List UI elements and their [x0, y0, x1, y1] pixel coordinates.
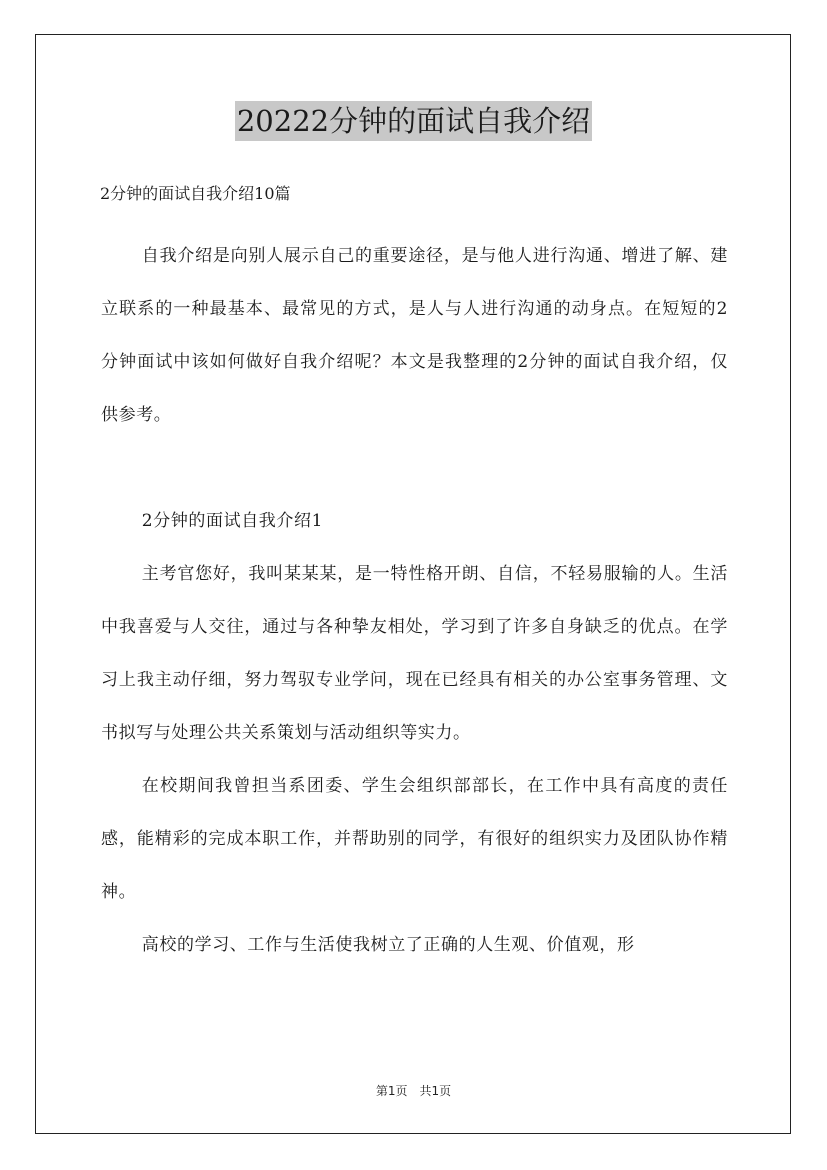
- body-paragraph-1: 主考官您好，我叫某某某，是一特性格开朗、自信，不轻易服输的人。生活中我喜爱与人交往，通过与各种挚友相处，学习到了许多自身缺乏的优点。在学习上我主动仔细，努力驾驭专业学问，现在已经具有相关的办公室事务管理、文书拟写与处理公共关系策划与活动组织等实力。: [101, 564, 728, 743]
- document-subtitle: 2分钟的面试自我介绍10篇: [100, 184, 291, 203]
- page-footer: 第1页 共1页: [375, 1084, 452, 1098]
- body-paragraph-2: 在校期间我曾担当系团委、学生会组织部部长，在工作中具有高度的责任感，能精彩的完成本职工作，并帮助别的同学，有很好的组织实力及团队协作精神。: [101, 776, 728, 902]
- document-body: [101, 230, 728, 972]
- document-title-wrapper: [0, 101, 827, 141]
- document-title: 20222分钟的面试自我介绍: [235, 101, 592, 141]
- section-heading: 2分钟的面试自我介绍1: [141, 511, 324, 531]
- body-paragraph-3: 高校的学习、工作与生活使我树立了正确的人生观、价值观，形: [141, 935, 635, 955]
- intro-paragraph: 自我介绍是向别人展示自己的重要途径，是与他人进行沟通、增进了解、建立联系的一种最基本、最常见的方式，是人与人进行沟通的动身点。在短短的2分钟面试中该如何做好自我介绍呢？本文是我整理的2分钟的面试自我介绍，仅供参考。: [101, 246, 728, 425]
